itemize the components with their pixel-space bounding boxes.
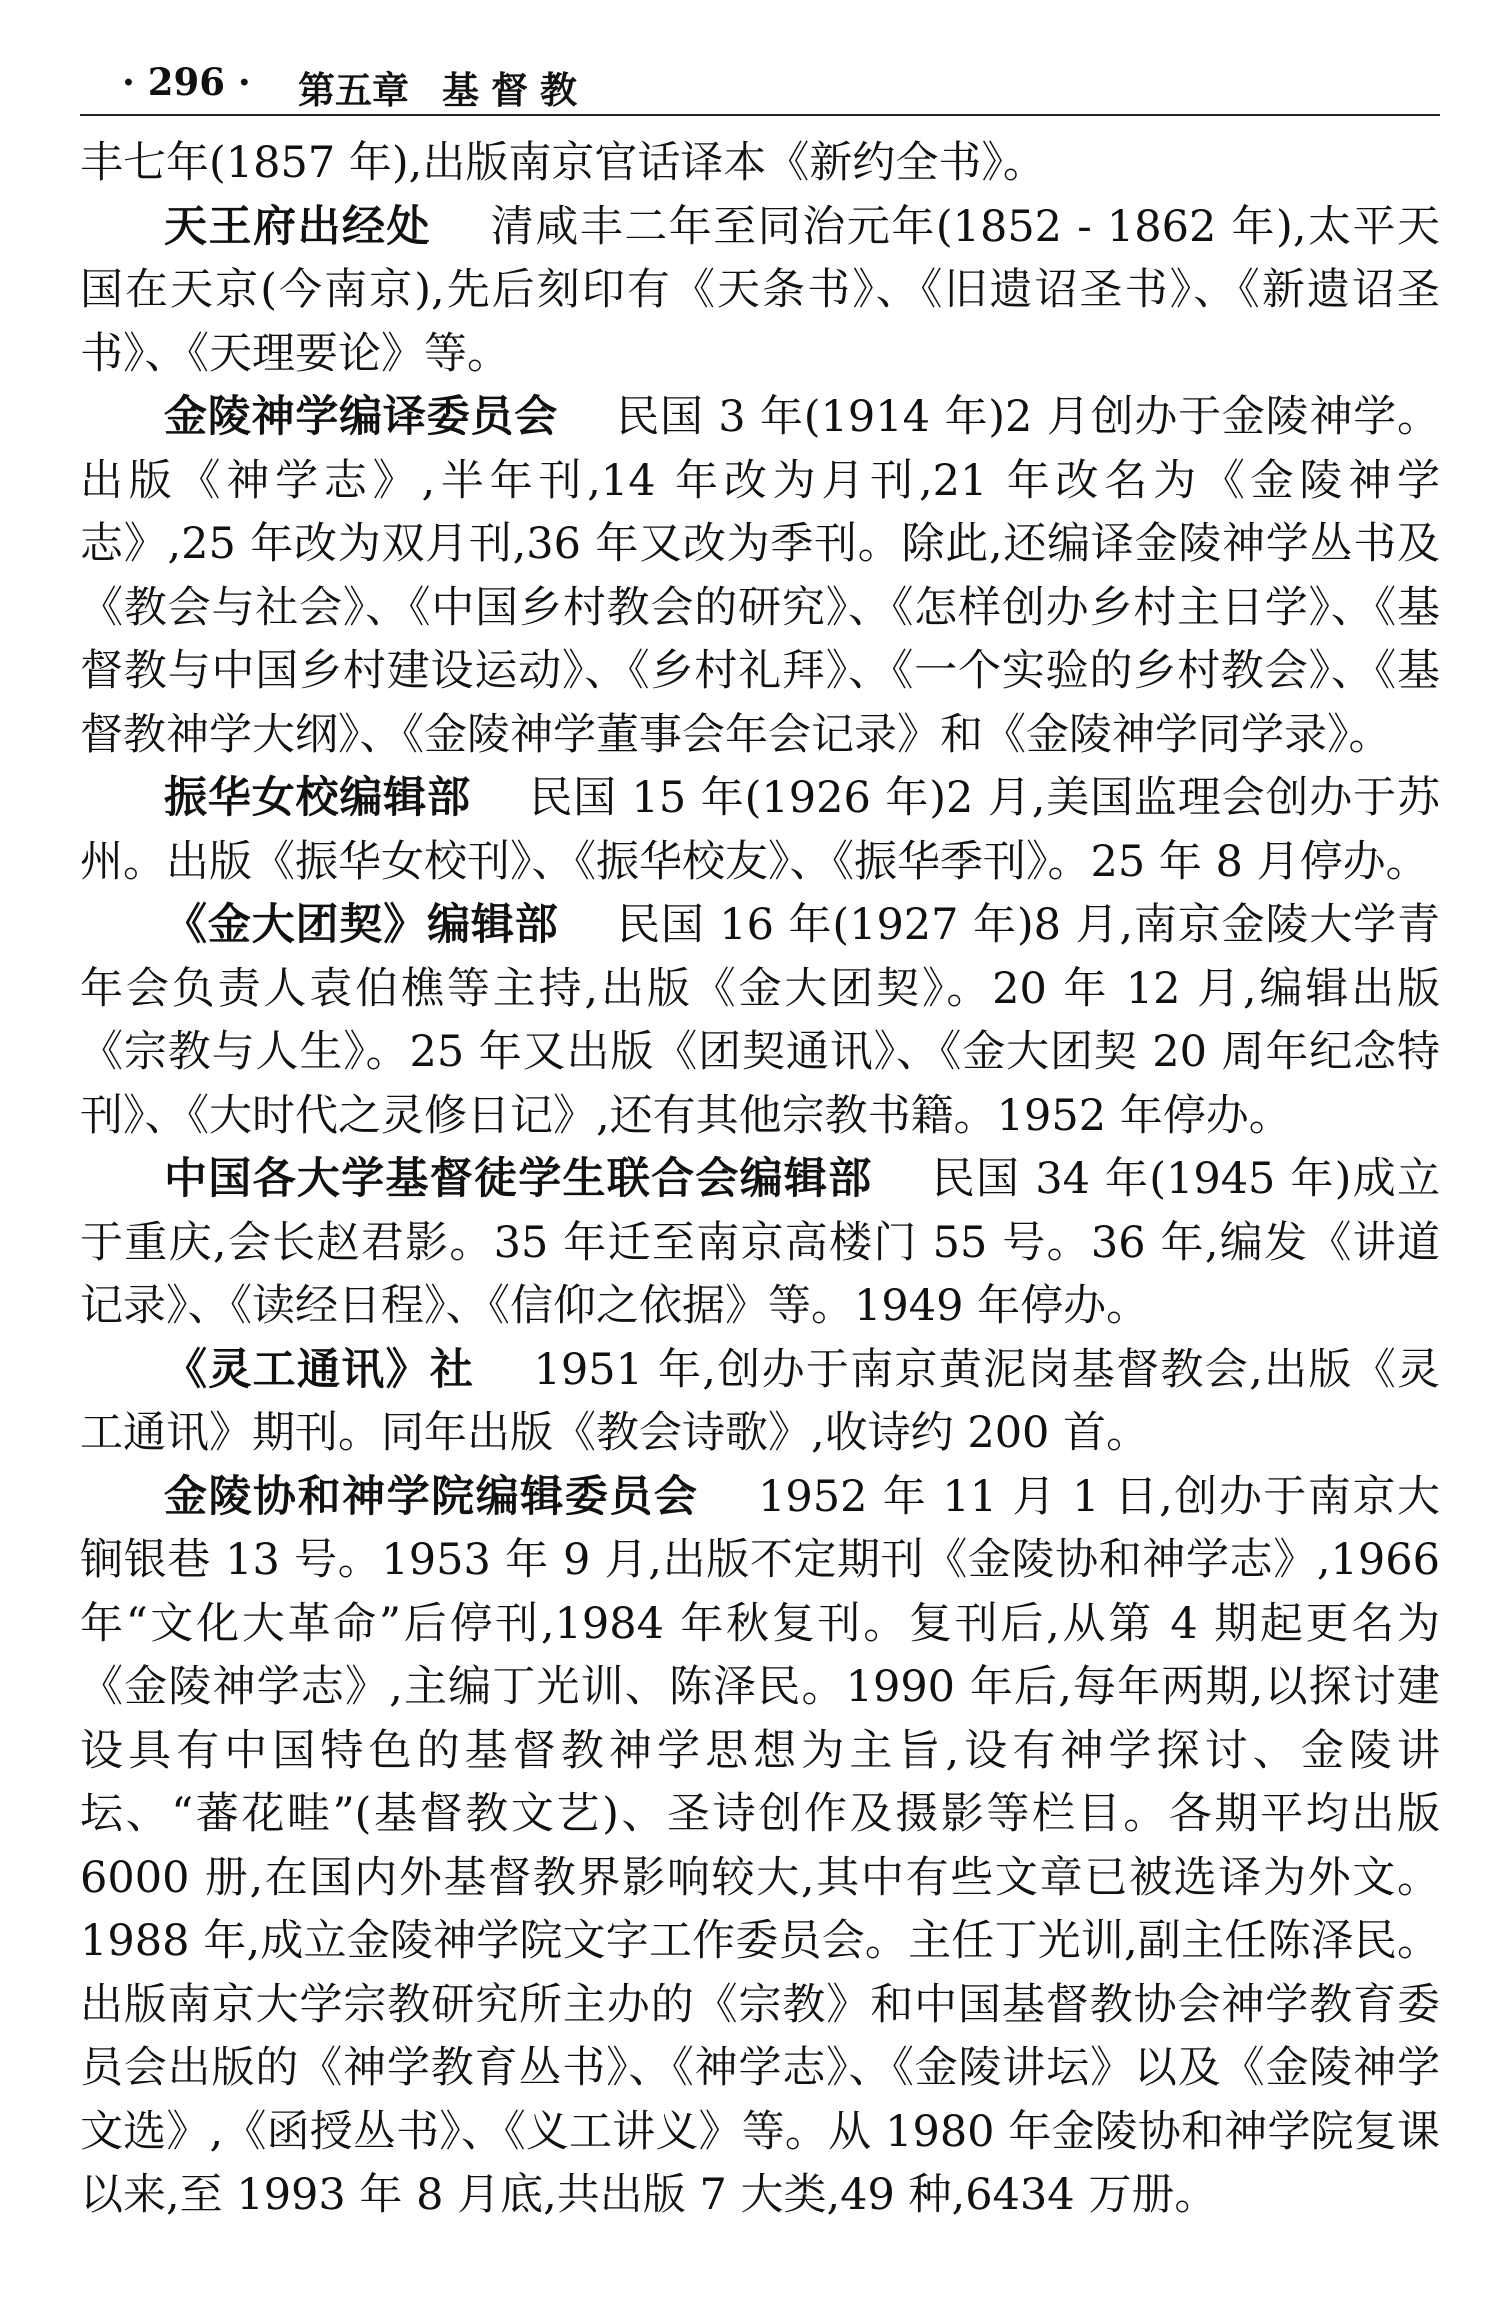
entry-paragraph	[80, 1466, 1440, 2228]
entry-title: 《金大团契》编辑部	[164, 900, 559, 950]
entry-paragraph	[80, 196, 1440, 387]
entry-paragraph	[80, 767, 1440, 894]
paragraph	[80, 132, 1440, 196]
entry-paragraph	[80, 386, 1440, 767]
entry-text: 1951 年,创办于南京黄泥岗基督教会,出版《灵工通讯》期刊。同年出版《教会诗歌》,收诗约 200 首。	[80, 1344, 1441, 1458]
entry-title: 中国各大学基督徒学生联合会编辑部	[164, 1154, 873, 1204]
entry-paragraph	[80, 894, 1440, 1148]
chapter-title: 基督教	[442, 68, 589, 112]
page-number: · 296 ·	[122, 60, 251, 104]
entry-title: 天王府出经处	[164, 201, 432, 252]
paragraph-text: 丰七年(1857 年),出版南京官话译本《新约全书》。	[80, 138, 1046, 188]
entry-paragraph	[80, 1339, 1440, 1466]
entry-paragraph	[80, 1148, 1440, 1339]
entry-text: 1952 年 11 月 1 日,创办于南京大锏银巷 13 号。1953 年 9 月,出版不定期刊《金陵协和神学志》,1966 年“文化大革命”后停刊,1984 年秋复刊。复刊后,从第 4 期起更名为《金陵神学志》,主编丁光训、陈泽民。1990 年后,每年两期,以探讨建设具有中国特色的基督教神学思想为主旨,设有神学探讨、金陵讲坛、“蕃花畦”(基督教文艺)、圣诗创作及摄影等栏目。各期平均出版 6000 册,在国内外基督教界影响较大,其中有些文章已被选译为外文。1988 年,成立金陵神学院文字工作委员会。主任丁光训,副主任陈泽民。出版南京大学宗教研究所主办的《宗教》和中国基督教协会神学教育委员会出版的《神学教育丛书》、《神学志》、《金陵讲坛》以及《金陵神学文选》,《函授丛书》、《义工讲义》等。从 1980 年金陵协和神学院复课以来,至 1993 年 8 月底,共出版 7 大类,49 种,6434 万册。	[80, 1471, 1440, 2220]
document-body	[80, 132, 1440, 2228]
entry-title: 《灵工通讯》社	[164, 1344, 475, 1395]
entry-text: 民国 16 年(1927 年)8 月,南京金陵大学青年会负责人袁伯樵等主持,出版《金大团契》。20 年 12 月,编辑出版《宗教与人生》。25 年又出版《团契通讯》、《金大团契 20 周年纪念特刊》、《大时代之灵修日记》,还有其他宗教书籍。1952 年停办。	[80, 900, 1440, 1141]
entry-text: 清咸丰二年至同治元年(1852 - 1862 年),太平天国在天京(今南京),先后刻印有《天条书》、《旧遗诏圣书》、《新遗诏圣书》、《天理要论》等。	[80, 201, 1441, 379]
entry-title: 金陵神学编译委员会	[164, 392, 558, 442]
entry-title: 金陵协和神学院编辑委员会	[164, 1471, 699, 1522]
entry-text: 民国 34 年(1945 年)成立于重庆,会长赵君影。35 年迁至南京高楼门 55 号。36 年,编发《讲道记录》、《读经日程》、《信仰之依据》等。1949 年停办。	[80, 1154, 1440, 1331]
entry-title: 振华女校编辑部	[164, 773, 471, 823]
page-header	[80, 52, 1440, 116]
entry-text: 民国 15 年(1926 年)2 月,美国监理会创办于苏州。出版《振华女校刊》、《振华校友》、《振华季刊》。25 年 8 月停办。	[80, 773, 1441, 887]
entry-text: 民国 3 年(1914 年)2 月创办于金陵神学。出版《神学志》,半年刊,14 年改为月刊,21 年改名为《金陵神学志》,25 年改为双月刊,36 年又改为季刊。除此,还编译金陵神学丛书及《教会与社会》、《中国乡村教会的研究》、《怎样创办乡村主日学》、《基督教与中国乡村建设运动》、《乡村礼拜》、《一个实验的乡村教会》、《基督教神学大纲》、《金陵神学董事会年会记录》和《金陵神学同学录》。	[80, 392, 1441, 760]
chapter-label: 第五章	[298, 68, 409, 112]
